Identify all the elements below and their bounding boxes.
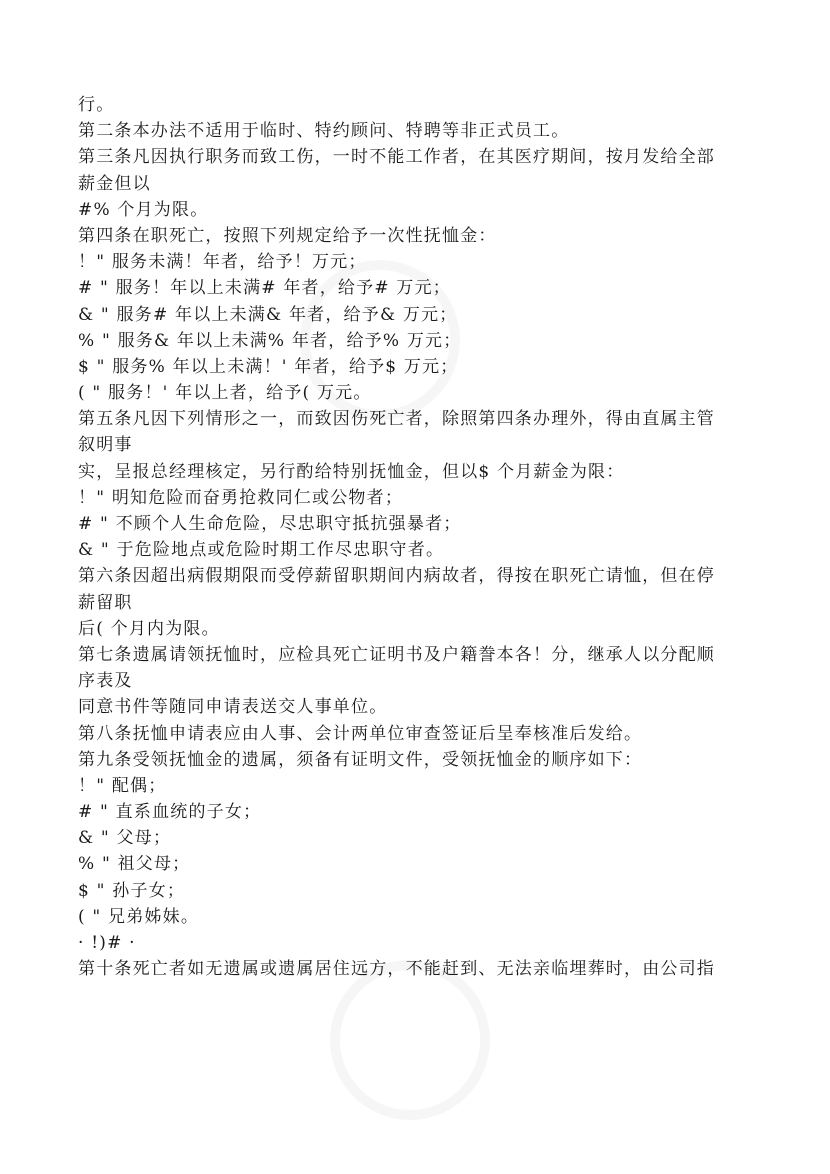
text-line: 第四条在职死亡，按照下列规定给予一次性抚恤金：: [78, 225, 497, 246]
text-line: & " 服务# 年以上未满& 年者，给予& 万元；: [78, 304, 458, 325]
text-line: $ " 孙子女；: [78, 880, 186, 901]
text-line: ！" 配偶；: [78, 775, 167, 796]
text-line: 第十条死亡者如无遗属或遗属居住远方，不能赶到、无法亲临埋葬时，由公司指: [78, 959, 715, 980]
text-line: ！" 服务未满！年者，给予！万元；: [78, 252, 367, 273]
text-line: 第六条因超出病假期限而受停薪留职期间内病故者，得按在职死亡请恤，但在停: [78, 566, 715, 587]
text-line: 叙明事: [78, 435, 133, 456]
text-line: 第五条凡因下列情形之一，而致因伤死亡者，除照第四条办理外，得由直属主管: [78, 409, 715, 430]
text-line: # " 直系血统的子女；: [78, 802, 262, 823]
document-body: [78, 92, 778, 982]
text-line: 序表及: [78, 671, 133, 692]
text-line: # " 不顾个人生命危险，尽忠职守抵抗强暴者；: [78, 514, 462, 534]
page-number: · !)# ·: [78, 933, 136, 953]
text-line: 薪留职: [78, 592, 133, 613]
text-line: ！" 明知危险而奋勇抢救同仁或公物者；: [78, 487, 404, 508]
text-line: 实，呈报总经理核定，另行酌给特别抚恤金，但以$ 个月薪金为限：: [78, 461, 625, 482]
text-line: 第七条遗属请领抚恤时，应检具死亡证明书及户籍誊本各！分，继承人以分配顺: [78, 644, 715, 665]
text-line: & " 父母；: [78, 828, 172, 849]
text-line: # " 服务！年以上未满# 年者，给予# 万元；: [78, 278, 451, 299]
text-line: 第八条抚恤申请表应由人事、会计两单位审查签证后呈奉核准后发给。: [78, 723, 643, 744]
text-line: % " 祖父母；: [78, 854, 191, 875]
text-line: % " 服务& 年以上未满% 年者，给予% 万元；: [78, 330, 462, 351]
text-line: 同意书件等随同申请表送交人事单位。: [78, 697, 388, 718]
text-line: & " 于危险地点或危险时期工作尽忠职守者。: [78, 540, 445, 561]
text-line: $ " 服务% 年以上未满！' 年者，给予$ 万元；: [78, 356, 459, 377]
text-line: 第三条凡因执行职务而致工伤，一时不能工作者，在其医疗期间，按月发给全部: [78, 147, 715, 168]
text-line: ( " 服务！' 年以上者，给予( 万元。: [78, 383, 372, 404]
text-line: #% 个月为限。: [78, 199, 209, 220]
text-line: 后( 个月内为限。: [78, 618, 220, 639]
text-line: ( " 兄弟姊妹。: [78, 906, 200, 927]
text-line: 行。: [78, 95, 115, 115]
text-line: 薪金但以: [78, 173, 151, 194]
text-line: 第九条受领抚恤金的遗属，须备有证明文件，受领抚恤金的顺序如下：: [78, 749, 643, 770]
text-line: 第二条本办法不适用于临时、特约顾问、特聘等非正式员工。: [78, 121, 570, 142]
